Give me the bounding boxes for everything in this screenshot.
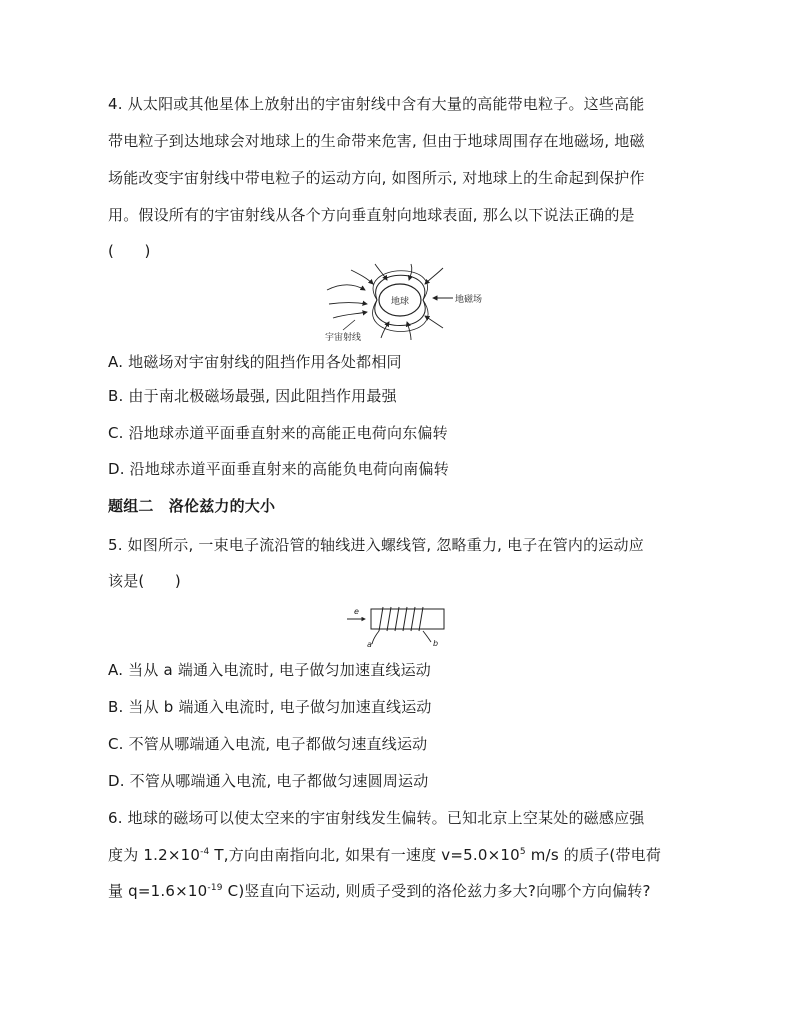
q5-option-a: A. 当从 a 端通入电流时, 电子做匀加速直线运动 [108, 661, 431, 679]
q5-option-d: D. 不管从哪端通入电流, 电子都做匀速圆周运动 [108, 772, 429, 790]
earth-label: 地球 [390, 297, 410, 307]
solenoid-figure [345, 604, 455, 648]
cosmic-rays-label: 宇宙射线 [325, 333, 362, 343]
electron-label: e [354, 607, 359, 616]
earth-magnetic-field-figure [325, 262, 510, 344]
q4-line-4: 用。假设所有的宇宙射线从各个方向垂直射向地球表面, 那么以下说法正确的是 [108, 206, 635, 224]
q5-option-b: B. 当从 b 端通入电流时, 电子做匀加速直线运动 [108, 698, 432, 716]
q4-option-d: D. 沿地球赤道平面垂直射来的高能负电荷向南偏转 [108, 460, 449, 478]
q5-line-2: 该是( ) [108, 572, 181, 590]
field-label: 地磁场 [455, 295, 483, 305]
q6-line-1: 6. 地球的磁场可以使太空来的宇宙射线发生偏转。已知北京上空某处的磁感应强 [108, 809, 645, 827]
group-heading: 题组二 洛伦兹力的大小 [108, 497, 276, 515]
q4-answer-blank: ( ) [108, 242, 151, 260]
end-b-label: b [433, 639, 439, 648]
q5-line-1: 5. 如图所示, 一束电子流沿管的轴线进入螺线管, 忽略重力, 电子在管内的运动应 [108, 536, 644, 554]
q4-line-1: 4. 从太阳或其他星体上放射出的宇宙射线中含有大量的高能带电粒子。这些高能 [108, 95, 645, 113]
q6-line-2: 度为 $1.2\times 10^{-4}$ T,方向由南指向北, 如果有一速度 $v=5.0\times 10^5$ m/s 的质子(带电荷 [108, 846, 662, 864]
q5-option-c: C. 不管从哪端通入电流, 电子都做匀速直线运动 [108, 735, 428, 753]
q4-line-3: 场能改变宇宙射线中带电粒子的运动方向, 如图所示, 对地球上的生命起到保护作 [108, 169, 645, 187]
q4-option-a: A. 地磁场对宇宙射线的阻挡作用各处都相同 [108, 353, 402, 371]
q4-option-b: B. 由于南北极磁场最强, 因此阻挡作用最强 [108, 387, 397, 405]
q4-option-c: C. 沿地球赤道平面垂直射来的高能正电荷向东偏转 [108, 424, 448, 442]
end-a-label: a [367, 640, 372, 648]
q6-line-3: 量 $q=1.6\times 10^{-19}$ C)竖直向下运动, 则质子受到的洛伦兹力多大?向哪个方向偏转? [108, 882, 651, 900]
q4-line-2: 带电粒子到达地球会对地球上的生命带来危害, 但由于地球周围存在地磁场, 地磁 [108, 132, 645, 150]
